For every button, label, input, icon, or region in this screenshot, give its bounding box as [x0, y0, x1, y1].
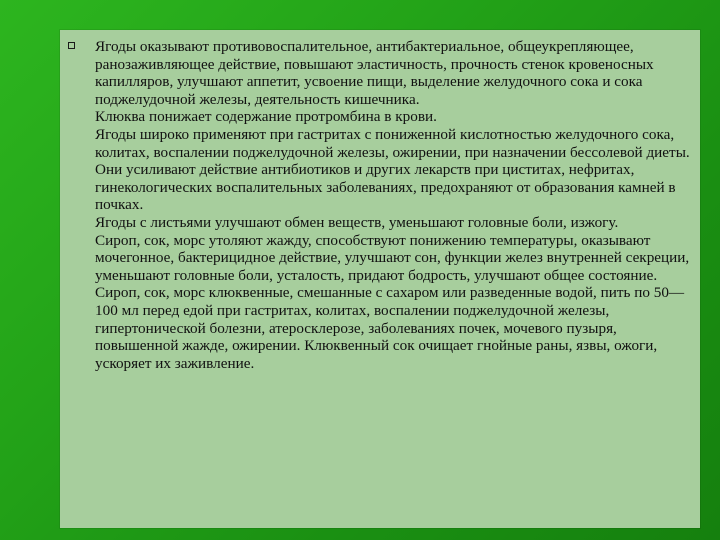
slide-body-text [95, 38, 691, 372]
square-bullet-icon [68, 42, 78, 52]
paragraph-syrup-juice: Сироп, сок, морс утоляют жажду, способствуют понижению температуры, оказывают мочегонное, бактерицидное действие, улучшают сон, функции желез внутренней секреции, уменьшают головные боли, усталость, придают бодрость, улучшают общее состояние. Сироп, сок, морс клюквенные, смешанные с сахаром или разведенные водой, пить по 50—100 мл перед едой при гастритах, колитах, воспалении поджелудочной железы, гипертонической болезни, атеросклерозе, заболеваниях почек, мочевого пузыря, повышенной жажде, ожирении. Клюквенный сок очищает гнойные раны, язвы, ожоги, ускоряет их заживление. [95, 231, 690, 372]
paragraph-berries-leaves: Ягоды с листьями улучшают обмен веществ, уменьшают головные боли, изжогу. [95, 213, 619, 231]
paragraph-berries-effects: Ягоды оказывают противовоспалительное, антибактериальное, общеукрепляющее, ранозаживляющее действие, повышают эластичность, прочность стенок кровеносных капилляров, улучшают аппетит, усвоение пищи, выделение желудочного сока и сока поджелудочной железы, деятельность кишечника. [95, 38, 654, 108]
paragraph-cranberry-prothrombin: Клюква понижает содержание протромбина в крови. [95, 108, 437, 126]
paragraph-berries-usage: Ягоды широко применяют при гастритах с пониженной кислотностью желудочного сока, колитах, воспалении поджелудочной железы, ожирении, при назначении бессолевой диеты. Они усиливают действие антибиотиков и других лекарств при циститах, нефритах, гинекологических воспалительных заболеваниях, предохраняют от образования камней в почках. [95, 125, 690, 214]
bullet-square-shape [68, 42, 75, 49]
